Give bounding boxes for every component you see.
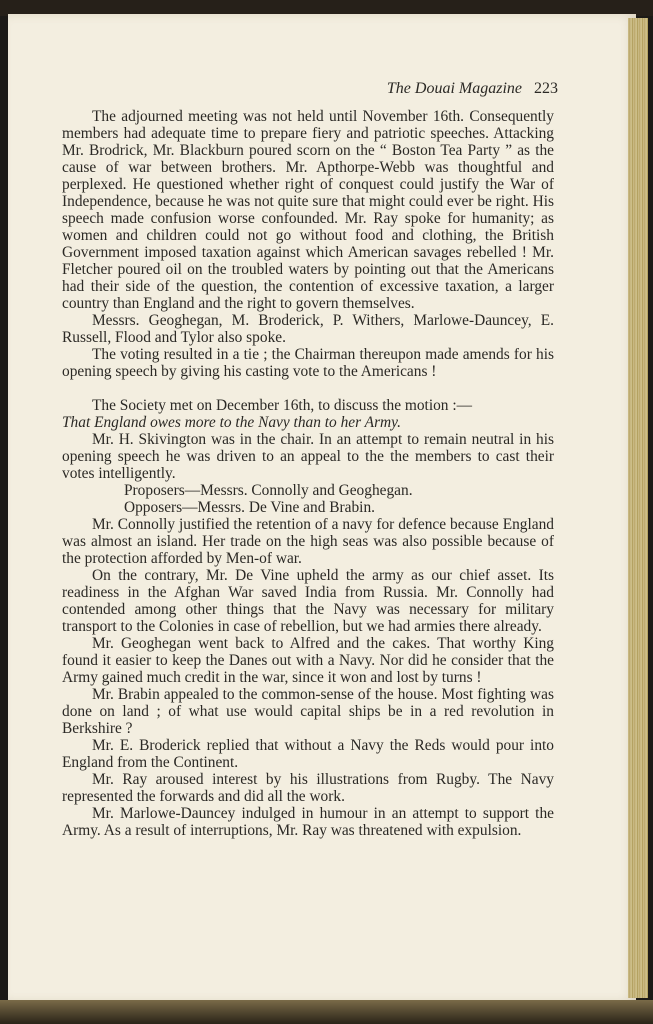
motion-text: That England owes more to the Navy than to her Army. [62,414,401,431]
paragraph: Mr. Geoghegan went back to Alfred and the cakes. That worthy King found it easier to keep the Danes out with a Navy. Nor did he consider that the Army gained much credit in the war, since it won and lost by turns ! [62,635,554,686]
running-header [0,80,558,98]
page-number: 223 [534,80,558,97]
paragraph: Mr. Brabin appealed to the common-sense of the house. Most fighting was done on land ; of what use would capital ships be in a red revolution in Berkshire ? [62,686,554,737]
paragraph: Mr. Ray aroused interest by his illustrations from Rugby. The Navy represented the forwards and did all the work. [62,771,554,805]
paragraph: Mr. E. Broderick replied that without a Navy the Reds would pour into England from the Continent. [62,737,554,771]
paragraph: Mr. Marlowe-Dauncey indulged in humour in an attempt to support the Army. As a result of interruptions, Mr. Ray was threatened with expulsion. [62,805,554,839]
paragraph: Messrs. Geoghegan, M. Broderick, P. Withers, Marlowe-Dauncey, E. Russell, Flood and Tylor also spoke. [62,312,554,346]
paragraph: Mr. H. Skivington was in the chair. In an attempt to remain neutral in his opening speech he was driven to an appeal to the the members to cast their votes intelligently. [62,431,554,482]
opposers-line: Opposers—Messrs. De Vine and Brabin. [124,499,375,516]
paragraph: The adjourned meeting was not held until November 16th. Consequently members had adequate time to prepare fiery and patriotic speeches. Attacking Mr. Brodrick, Mr. Blackburn poured scorn on the “ Boston Tea Party ” as the cause of war between brothers. Mr. Apthorpe-Webb was thoughtful and perplexed. He questioned whether right of conquest could justify the War of Independence, because he was not quite sure that might could ever be right. His speech made confusion worse confounded. Mr. Ray spoke for humanity; as women and children could not go without food and clothing, the British Government imposed taxation against which American savages rebelled ! Mr. Fletcher poured oil on the troubled waters by pointing out that the Americans had their side of the question, the contention of excessive taxation, a larger country than England and the right to govern themselves. [62,108,554,312]
paragraph: The voting resulted in a tie ; the Chairman thereupon made amends for his opening speech by giving his casting vote to the Americans ! [62,346,554,380]
proposers-line: Proposers—Messrs. Connolly and Geoghegan. [124,482,413,499]
paragraph: On the contrary, Mr. De Vine upheld the army as our chief asset. Its readiness in the Afghan War saved India from Russia. Mr. Connolly had contended among other things that the Navy was necessary for military transport to the Colonies in case of rebellion, but we had armies there already. [62,567,554,635]
magazine-title: The Douai Magazine [386,80,522,97]
body-text [62,108,554,839]
paragraph: Mr. Connolly justified the retention of a navy for defence because England was almost an island. Her trade on the high seas was also possible because of the protection afforded by Men-of war. [62,516,554,567]
paragraph: The Society met on December 16th, to discuss the motion :— [92,397,472,414]
scan-bottom-border [0,1000,653,1024]
page-edge-stack [628,18,648,998]
section-gap [62,380,554,397]
